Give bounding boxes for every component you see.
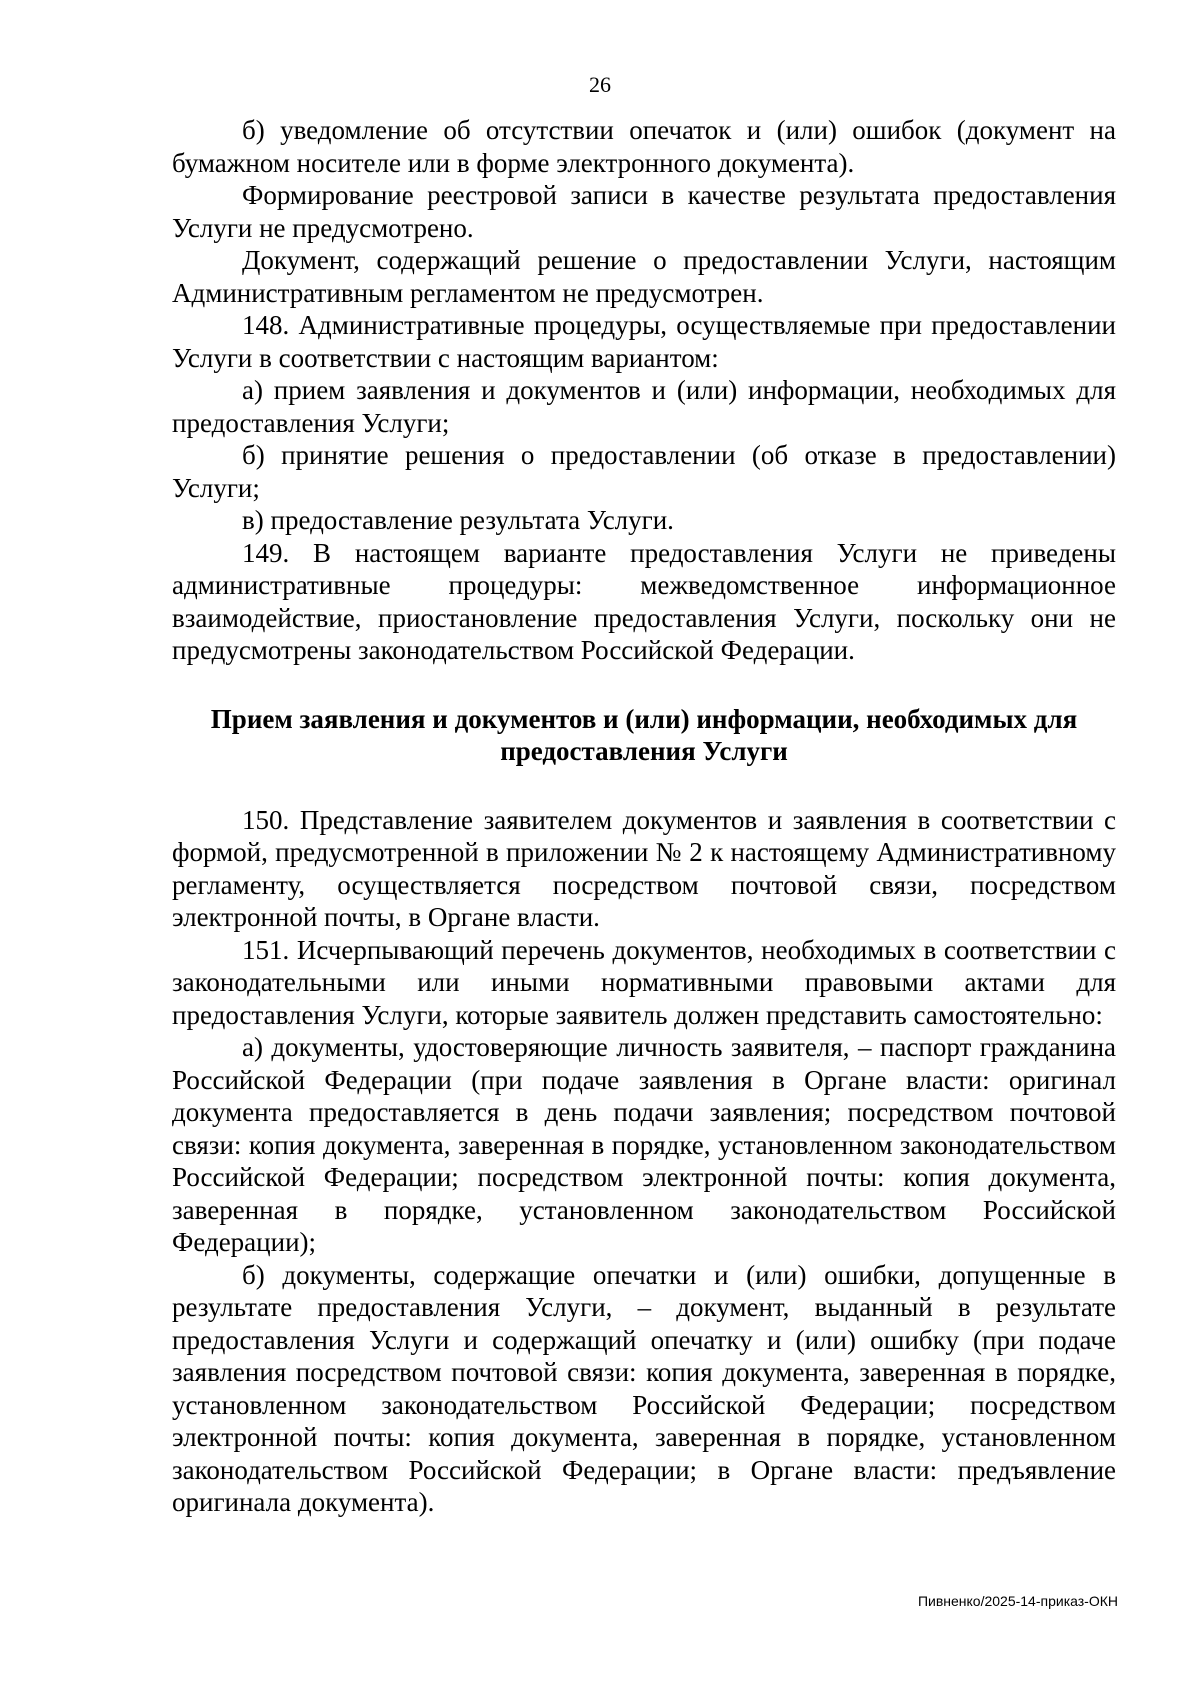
paragraph-150: 150. Представление заявителем документов и заявления в соответствии с формой, предусмотренной в приложении № 2 к настоящему Административному регламенту, осуществляется посредством почтовой связи, посредством электронной почты, в Органе власти. (172, 804, 1116, 932)
paragraph-notice-item-b: б) уведомление об отсутствии опечаток и (или) ошибок (документ на бумажном носителе или в форме электронного документа). (172, 115, 1116, 178)
section-heading-line-2: предоставления Услуги (500, 736, 788, 766)
section-heading (172, 703, 1116, 768)
paragraph-148-item-a: а) прием заявления и документов и (или) информации, необходимых для предоставления Услуги; (172, 375, 1116, 438)
paragraph-148: 148. Административные процедуры, осуществляемые при предоставлении Услуги в соответствии с настоящим вариантом: (172, 310, 1116, 373)
section-heading-line-1: Прием заявления и документов и (или) информации, необходимых для (210, 703, 1078, 734)
footer-document-code: Пивненко/2025-14-приказ-ОКН (917, 1593, 1118, 1609)
paragraph-151: 151. Исчерпывающий перечень документов, необходимых в соответствии с законодательными или иными нормативными правовыми актами для предоставления Услуги, которые заявитель должен представить самостоятельно: (172, 934, 1116, 1030)
paragraph-151-item-a: а) документы, удостоверяющие личность заявителя, – паспорт гражданина Российской Федерации (при подаче заявления в Органе власти: оригинал документа предоставляется в день подачи заявления; посредством почтовой связи: копия документа, заверенная в порядке, установленном законодательством Российской Федерации; посредством электронной почты: копия документа, заверенная в порядке, установленном законодательством Российской Федерации); (172, 1032, 1116, 1257)
paragraph-registry-record: Формирование реестровой записи в качестве результата предоставления Услуги не предусмотрено. (172, 180, 1116, 243)
paragraph-149: 149. В настоящем варианте предоставления Услуги не приведены административные процедуры: межведомственное информационное взаимодействие, приостановление предоставления Услуги, поскольку они не предусмотрены законодательством Российской Федерации. (172, 537, 1116, 665)
page-number: 26 (589, 72, 611, 97)
paragraph-148-item-c: в) предоставление результата Услуги. (242, 505, 674, 535)
paragraph-decision-document: Документ, содержащий решение о предоставлении Услуги, настоящим Административным регламентом не предусмотрен. (172, 245, 1116, 308)
document-body (172, 114, 1116, 1519)
paragraph-148-item-b: б) принятие решения о предоставлении (об отказе в предоставлении) Услуги; (172, 440, 1116, 503)
paragraph-151-item-b: б) документы, содержащие опечатки и (или) ошибки, допущенные в результате предоставления Услуги, – документ, выданный в результате предоставления Услуги и содержащий опечатку и (или) ошибку (при подаче заявления посредством почтовой связи: копия документа, заверенная в порядке, установленном законодательством Российской Федерации; посредством электронной почты: копия документа, заверенная в порядке, установленном законодательством Российской Федерации; в Органе власти: предъявление оригинала документа). (172, 1259, 1116, 1517)
